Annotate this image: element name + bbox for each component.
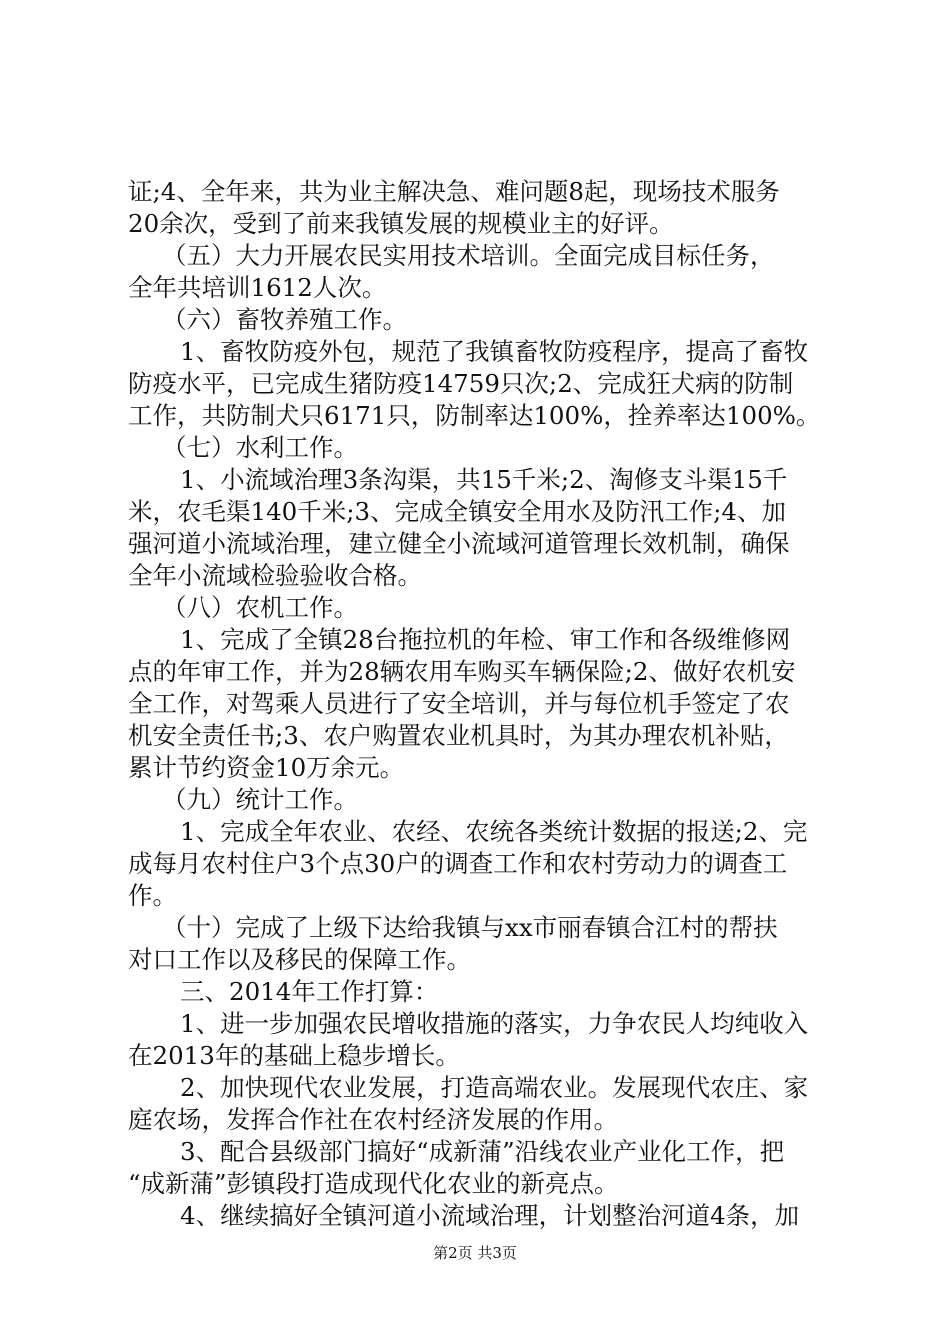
- text-line: （八）农机工作。: [162, 593, 358, 622]
- text-line: 作。: [128, 881, 177, 910]
- text-line: （十）完成了上级下达给我镇与xx市丽春镇合江村的帮扶: [162, 913, 778, 942]
- text-line: 1、小流域治理3条沟渠，共15千米;2、淘修支斗渠15千: [180, 465, 788, 494]
- text-line: 累计节约资金10万余元。: [128, 753, 405, 782]
- text-line: 全年共培训1612人次。: [128, 273, 387, 302]
- section-heading: 三、2014年工作打算：: [180, 977, 439, 1006]
- text-line: 点的年审工作，并为28辆农用车购买车辆保险;2、做好农机安: [128, 657, 796, 686]
- text-line: 对口工作以及移民的保障工作。: [128, 945, 471, 974]
- text-line: （七）水利工作。: [162, 433, 358, 462]
- text-line: 1、进一步加强农民增收措施的落实，力争农民人均纯收入: [180, 1009, 809, 1038]
- text-line: “成新蒲”彭镇段打造成现代化农业的新亮点。: [128, 1169, 619, 1198]
- text-line: 防疫水平，已完成生猪防疫14759只次;2、完成狂犬病的防制: [128, 369, 794, 398]
- text-line: 成每月农村住户3个点30户的调查工作和农村劳动力的调查工: [128, 849, 788, 878]
- text-line: （九）统计工作。: [162, 785, 358, 814]
- text-line: 机安全责任书;3、农户购置农业机具时，为其办理农机补贴，: [128, 721, 789, 750]
- text-line: （五）大力开展农民实用技术培训。全面完成目标任务，: [162, 241, 775, 270]
- text-line: 证;4、全年来，共为业主解决急、难问题8起，现场技术服务: [128, 177, 780, 206]
- text-line: 4、继续搞好全镇河道小流域治理，计划整治河道4条，加: [180, 1201, 800, 1230]
- page-footer: 第2页 共3页: [433, 1244, 517, 1262]
- text-line: 20余次，受到了前来我镇发展的规模业主的好评。: [128, 209, 674, 238]
- text-line: 2、加快现代农业发展，打造高端农业。发展现代农庄、家: [180, 1073, 809, 1102]
- text-line: 1、完成了全镇28台拖拉机的年检、审工作和各级维修网: [180, 625, 791, 654]
- text-line: 工作，共防制犬只6171只，防制率达100%，拴养率达100%。: [128, 401, 821, 430]
- text-line: 强河道小流域治理，建立健全小流域河道管理长效机制，确保: [128, 529, 790, 558]
- text-line: 米，农毛渠140千米;3、完成全镇安全用水及防汛工作;4、加: [128, 497, 786, 526]
- text-line: 3、配合县级部门搞好“成新蒲”沿线农业产业化工作，把: [180, 1137, 785, 1166]
- text-line: 全工作，对驾乘人员进行了安全培训，并与每位机手签定了农: [128, 689, 790, 718]
- text-line: 在2013年的基础上稳步增长。: [128, 1041, 460, 1070]
- text-line: （六）畜牧养殖工作。: [162, 305, 407, 334]
- text-line: 庭农场，发挥合作社在农村经济发展的作用。: [128, 1105, 618, 1134]
- text-line: 1、完成全年农业、农经、农统各类统计数据的报送;2、完: [180, 817, 808, 846]
- text-line: 全年小流域检验验收合格。: [128, 561, 422, 590]
- text-line: 1、畜牧防疫外包，规范了我镇畜牧防疫程序，提高了畜牧: [180, 337, 809, 366]
